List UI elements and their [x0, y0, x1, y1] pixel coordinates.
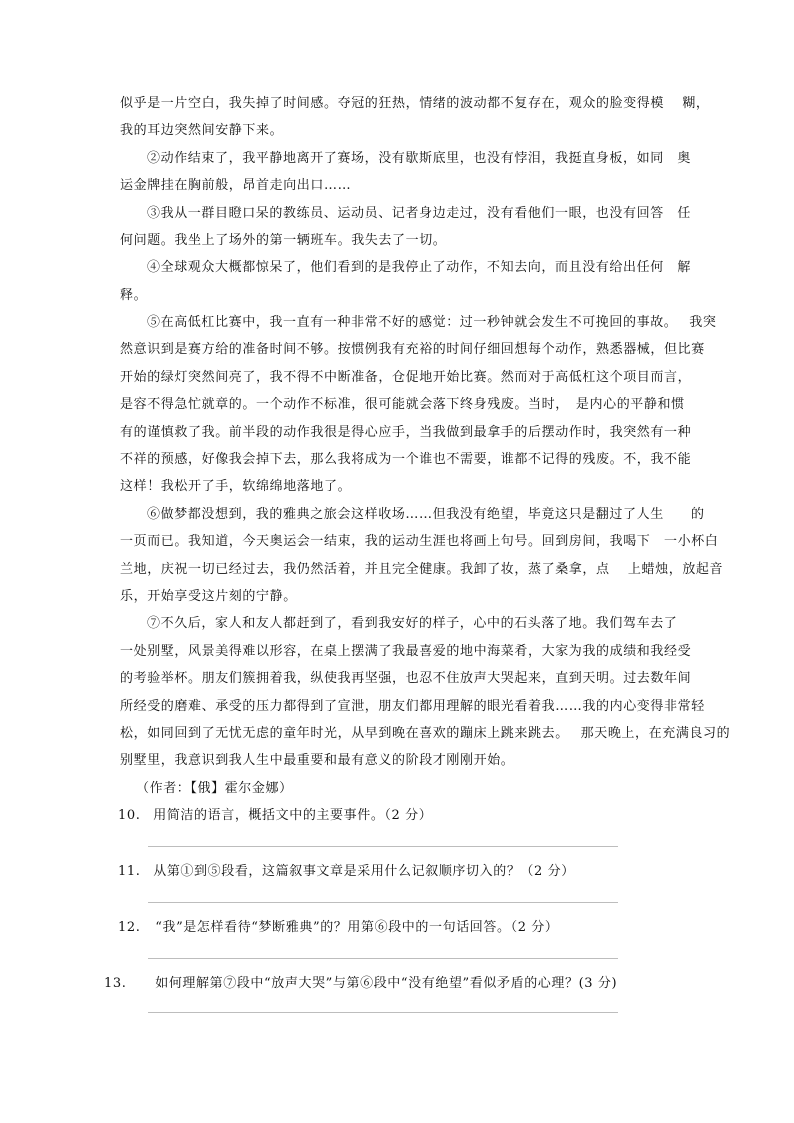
- paragraph-4-line: ④全球观众大概都惊呆了，他们看到的是我停止了动作，不知去向，而且没有给出任何 解: [147, 260, 692, 275]
- text-line: 乐，开始享受这片刻的宁静。: [120, 589, 297, 604]
- question-text: 如何理解第⑦段中“放声大哭”与第⑥段中“没有绝望”看似矛盾的心理？(3 分): [155, 976, 618, 991]
- paragraph-3-line: ③我从一群目瞪口呆的教练员、运动员、记者身边走过，没有看他们一眼，也没有回答 任: [147, 206, 692, 221]
- text-line: 运金牌挂在胸前般，昂首走向出口……: [120, 178, 352, 193]
- text-line: 似乎是一片空白，我失掉了时间感。夺冠的狂热，情绪的波动都不复存在，观众的脸变得模 糊，: [120, 96, 710, 111]
- paragraph-6-line: ⑥做梦都没想到，我的雅典之旅会这样收场……但我没有绝望，毕竟这只是翻过了人生 的: [147, 507, 705, 522]
- paragraph-2-line: ②动作结束了，我平静地离开了赛场，没有歇斯底里，也没有悖泪，我挺直身板，如同 奥: [147, 151, 692, 166]
- text-line: 这样！我松开了手，软绵绵地落地了。: [120, 479, 352, 494]
- question-number: 11.: [118, 864, 141, 879]
- question-11: [118, 862, 575, 882]
- text-line: 何问题。我坐上了场外的第一辆班车。我失去了一切。: [120, 233, 447, 248]
- answer-line[interactable]: [148, 846, 618, 847]
- text-line: 是容不得急忙就章的。一个动作不标准，很可能就会落下终身残废。当时， 是内心的平静和惯: [120, 397, 685, 412]
- text-line: 别墅里，我意识到我人生中最重要和最有意义的阶段才刚刚开始。: [120, 753, 515, 768]
- question-10: [118, 806, 432, 826]
- question-number: 10.: [118, 808, 141, 823]
- text-line: 有的谨慎救了我。前半段的动作我很是得心应手，当我做到最拿手的后摆动作时，我突然有一种: [120, 425, 692, 440]
- paragraph-5-line: ⑤在高低杠比赛中，我一直有一种非常不好的感觉：过一秒钟就会发生不可挽回的事故。 我突: [147, 315, 717, 330]
- text-line: 不祥的预感，好像我会掉下去，那么我将成为一个谁也不需要，谁都不记得的残废。不，我不能: [120, 452, 692, 467]
- text-line: 兰地，庆祝一切已经过去，我仍然活着，并且完全健康。我卸了妆，蒸了桑拿，点 上蜡烛，放起音: [120, 562, 724, 577]
- answer-line[interactable]: [148, 1012, 618, 1013]
- text-line: 然意识到是赛方给的准备时间不够。按惯例我有充裕的时间仔细回想每个动作，熟悉器械，但比赛: [120, 342, 705, 357]
- text-line: 一页而已。我知道，今天奥运会一结束，我的运动生涯也将画上句号。回到房间，我喝下 一小杯白: [120, 534, 719, 549]
- question-number: 12.: [118, 920, 141, 935]
- paragraph-7-line: ⑦不久后，家人和友人都赶到了，看到我安好的样子，心中的石头落了地。我们驾车去了: [147, 616, 678, 631]
- author-credit: （作者：【俄】霍尔金娜）: [136, 781, 293, 796]
- question-12: [118, 918, 559, 938]
- question-text: 用简洁的语言，概括文中的主要事件。（2 分）: [153, 808, 433, 823]
- text-line: 松，如同回到了无忧无虑的童年时光，从早到晚在喜欢的蹦床上跳来跳去。 那天晚上，在充满良习的: [120, 726, 731, 741]
- text-line: 一处别墅，风景美得难以形容，在桌上摆满了我最喜爱的地中海菜肴，大家为我的成绩和我经受: [120, 644, 692, 659]
- answer-line[interactable]: [148, 958, 618, 959]
- text-line: 释。: [120, 288, 148, 303]
- text-line: 我的耳边突然间安静下来。: [120, 123, 284, 138]
- question-text: 从第①到⑤段看，这篇叙事文章是采用什么记叙顺序切入的？（2 分）: [153, 864, 575, 879]
- answer-line[interactable]: [148, 902, 618, 903]
- question-text: “我”是怎样看待“梦断雅典”的？用第⑥段中的一句话回答。（2 分）: [155, 920, 559, 935]
- question-13: [104, 974, 617, 994]
- text-line: 的考验举杯。朋友们簇拥着我，纵使我再坚强，也忍不住放声大哭起来，直到天明。过去数年间: [120, 671, 692, 686]
- question-number: 13.: [104, 976, 127, 991]
- text-line: 所经受的磨难、承受的压力都得到了宣泄，朋友们都用理解的眼光看着我……我的内心变得非常轻: [120, 699, 705, 714]
- text-line: 开始的绿灯突然间亮了，我不得不中断准备，仓促地开始比赛。然而对于高低杠这个项目而言，: [120, 370, 692, 385]
